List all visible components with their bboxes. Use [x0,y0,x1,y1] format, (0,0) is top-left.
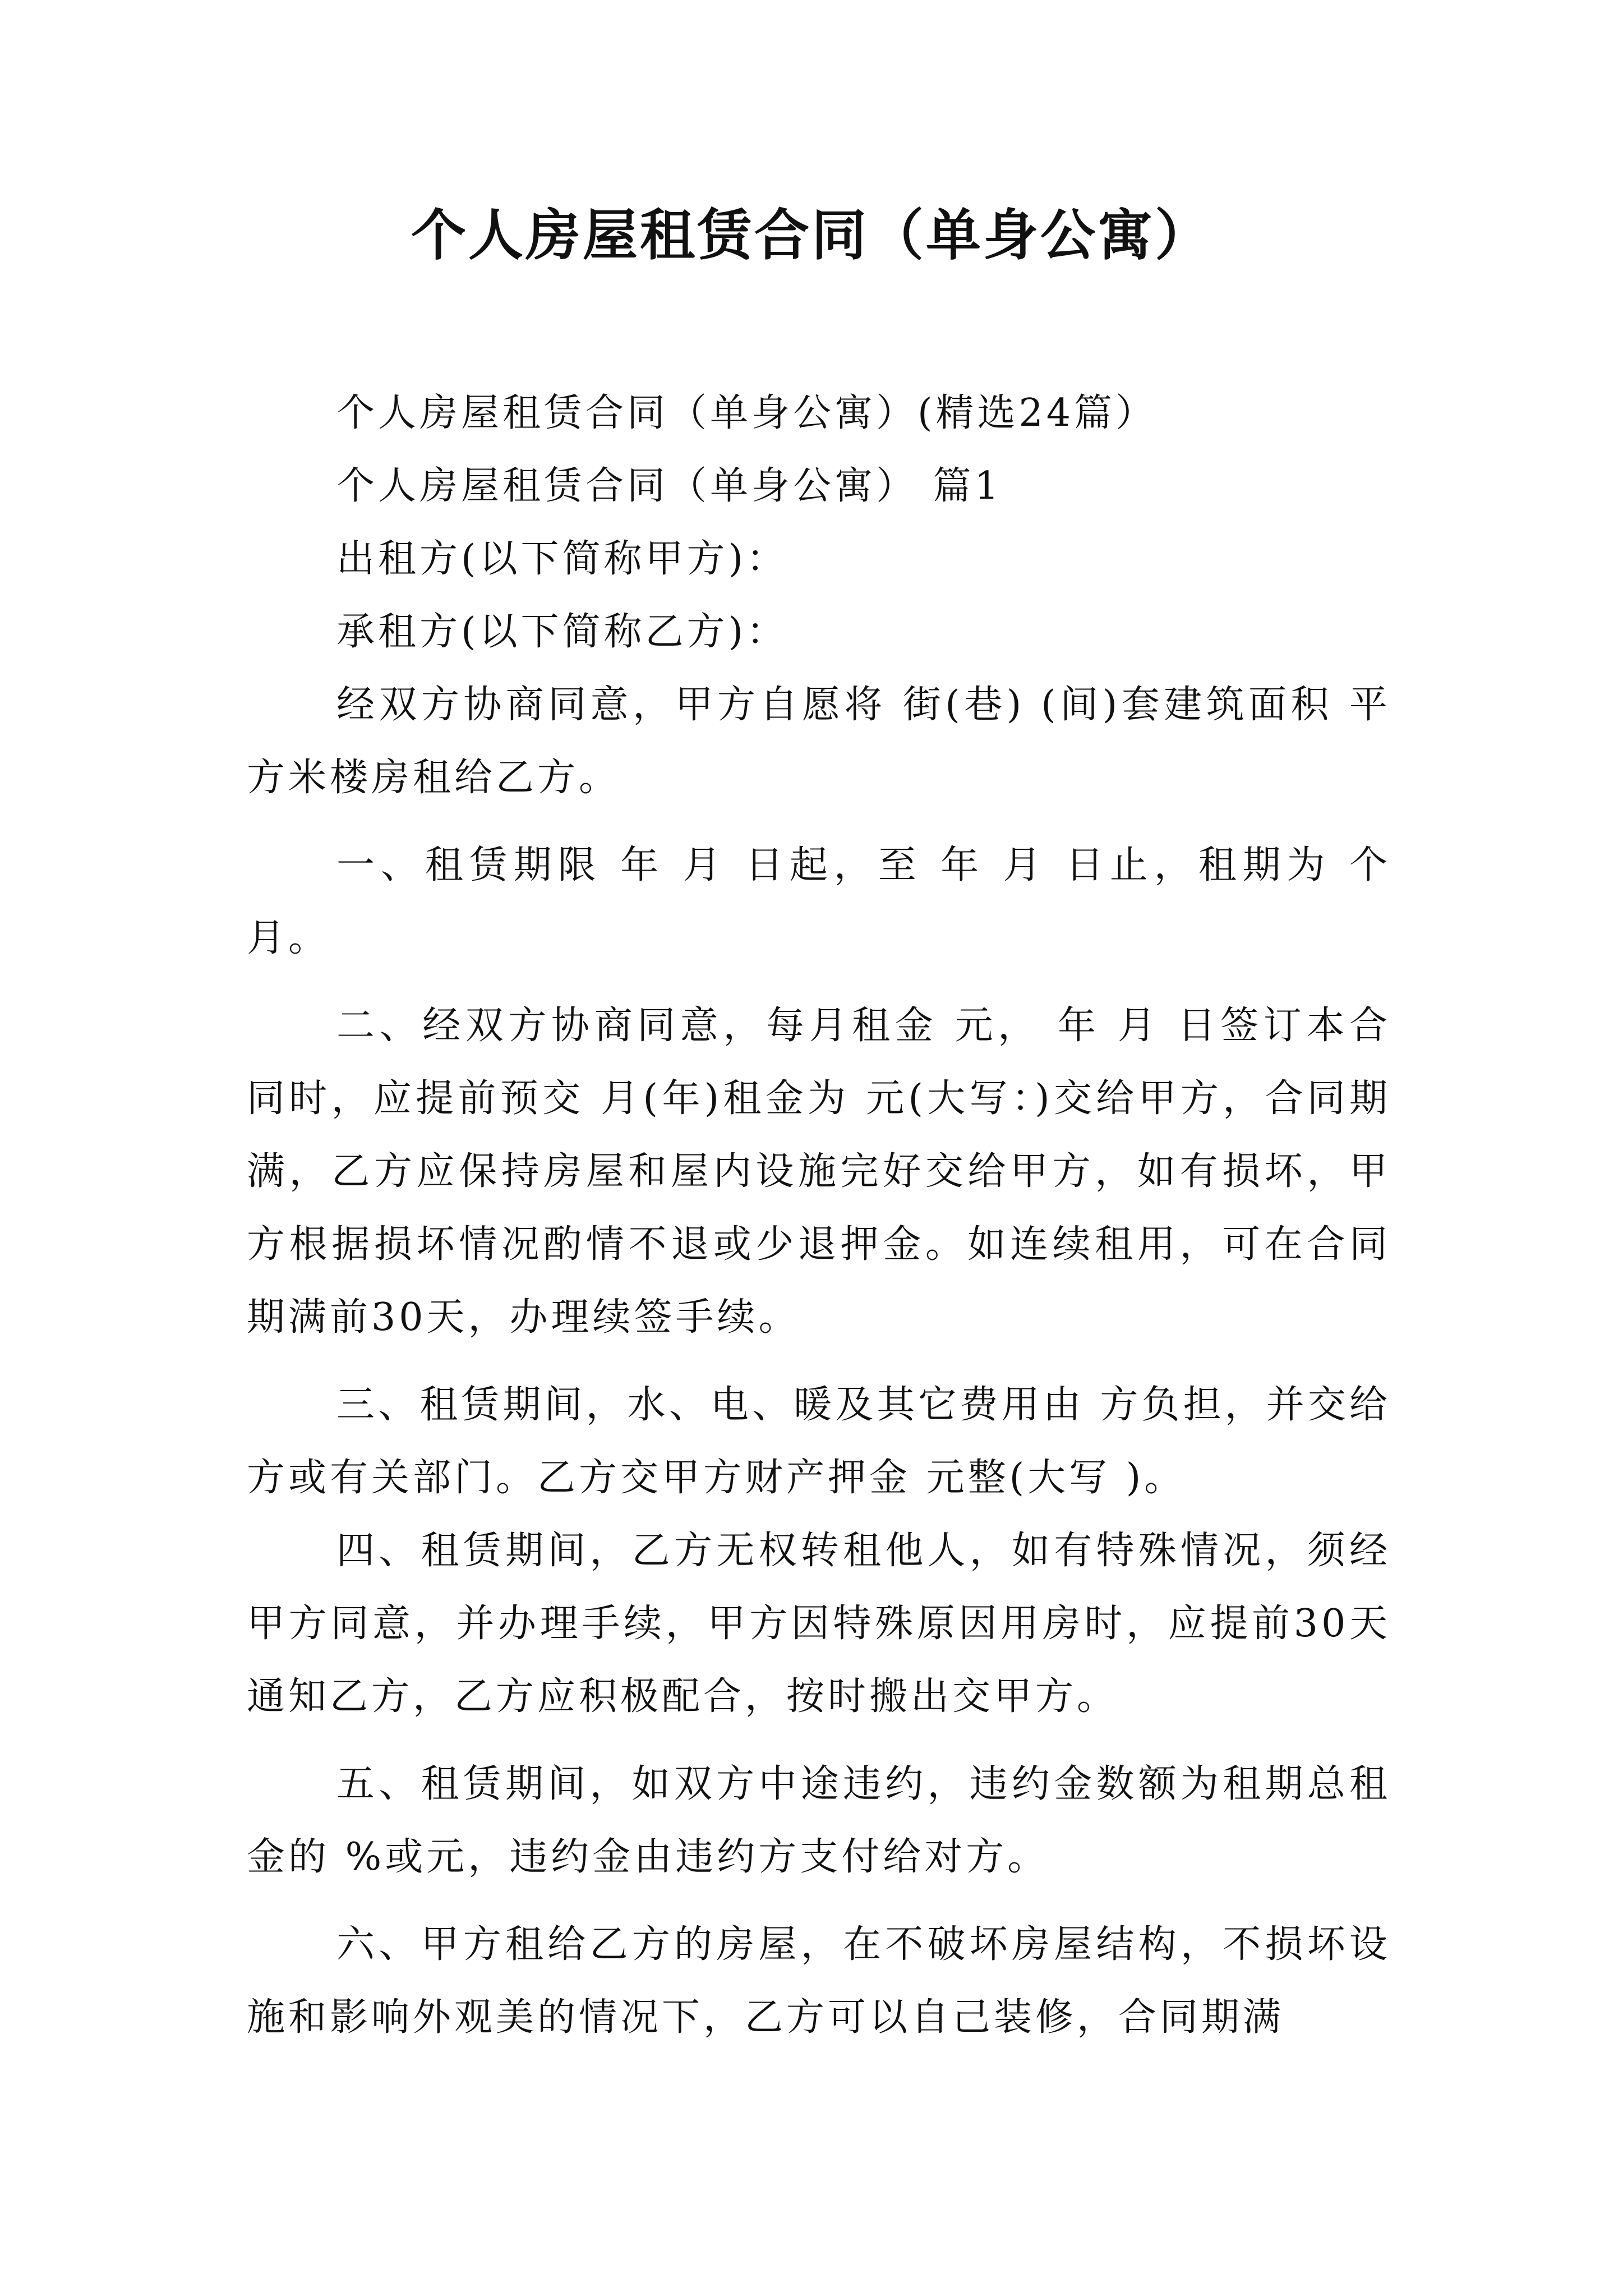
paragraph-lessor: 出租方(以下简称甲方)： [336,537,789,581]
paragraph-clause-2: 二、经双方协商同意，每月租金 元， 年 月 日签订本合同时，应提前预交 月(年)租金为 元(大写：)交给甲方，合同期满，乙方应保持房屋和屋内设施完好交给甲方，如有损坏，甲方根据损坏情况酌情不退或少退押金。如连续租用，可在合同期满前30天，办理续签手续。 [247,1004,1391,1340]
paragraph-agreement: 经双方协商同意，甲方自愿将 街(巷) (间)套建筑面积 平方米楼房租给乙方。 [247,683,1391,800]
paragraph-clause-4: 四、租赁期间，乙方无权转租他人，如有特殊情况，须经甲方同意，并办理手续，甲方因特殊原因用房时，应提前30天通知乙方，乙方应积极配合，按时搬出交甲方。 [247,1529,1391,1719]
paragraph-clause-6: 六、甲方租给乙方的房屋，在不破坏房屋结构，不损坏设施和影响外观美的情况下，乙方可以自己装修，合同期满 [247,1922,1391,2040]
paragraph-lessee: 承租方(以下简称乙方)： [336,610,789,654]
document-body [247,377,1391,2054]
paragraph-collection-title: 个人房屋租赁合同（单身公寓）(精选24篇） [336,391,1158,435]
paragraph-clause-1: 一、租赁期限 年 月 日起，至 年 月 日止，租期为 个月。 [247,843,1391,960]
document-title: 个人房屋租赁合同（单身公寓） [411,203,1212,268]
paragraph-clause-5: 五、租赁期间，如双方中途违约，违约金数额为租期总租金的 %或元，违约金由违约方支付给对方。 [247,1762,1391,1879]
paragraph-section-heading: 个人房屋租赁合同（单身公寓） 篇1 [336,464,1002,508]
paragraph-clause-3: 三、租赁期间，水、电、暖及其它费用由 方负担，并交给 方或有关部门。乙方交甲方财产押金 元整(大写 )。 [247,1383,1391,1500]
